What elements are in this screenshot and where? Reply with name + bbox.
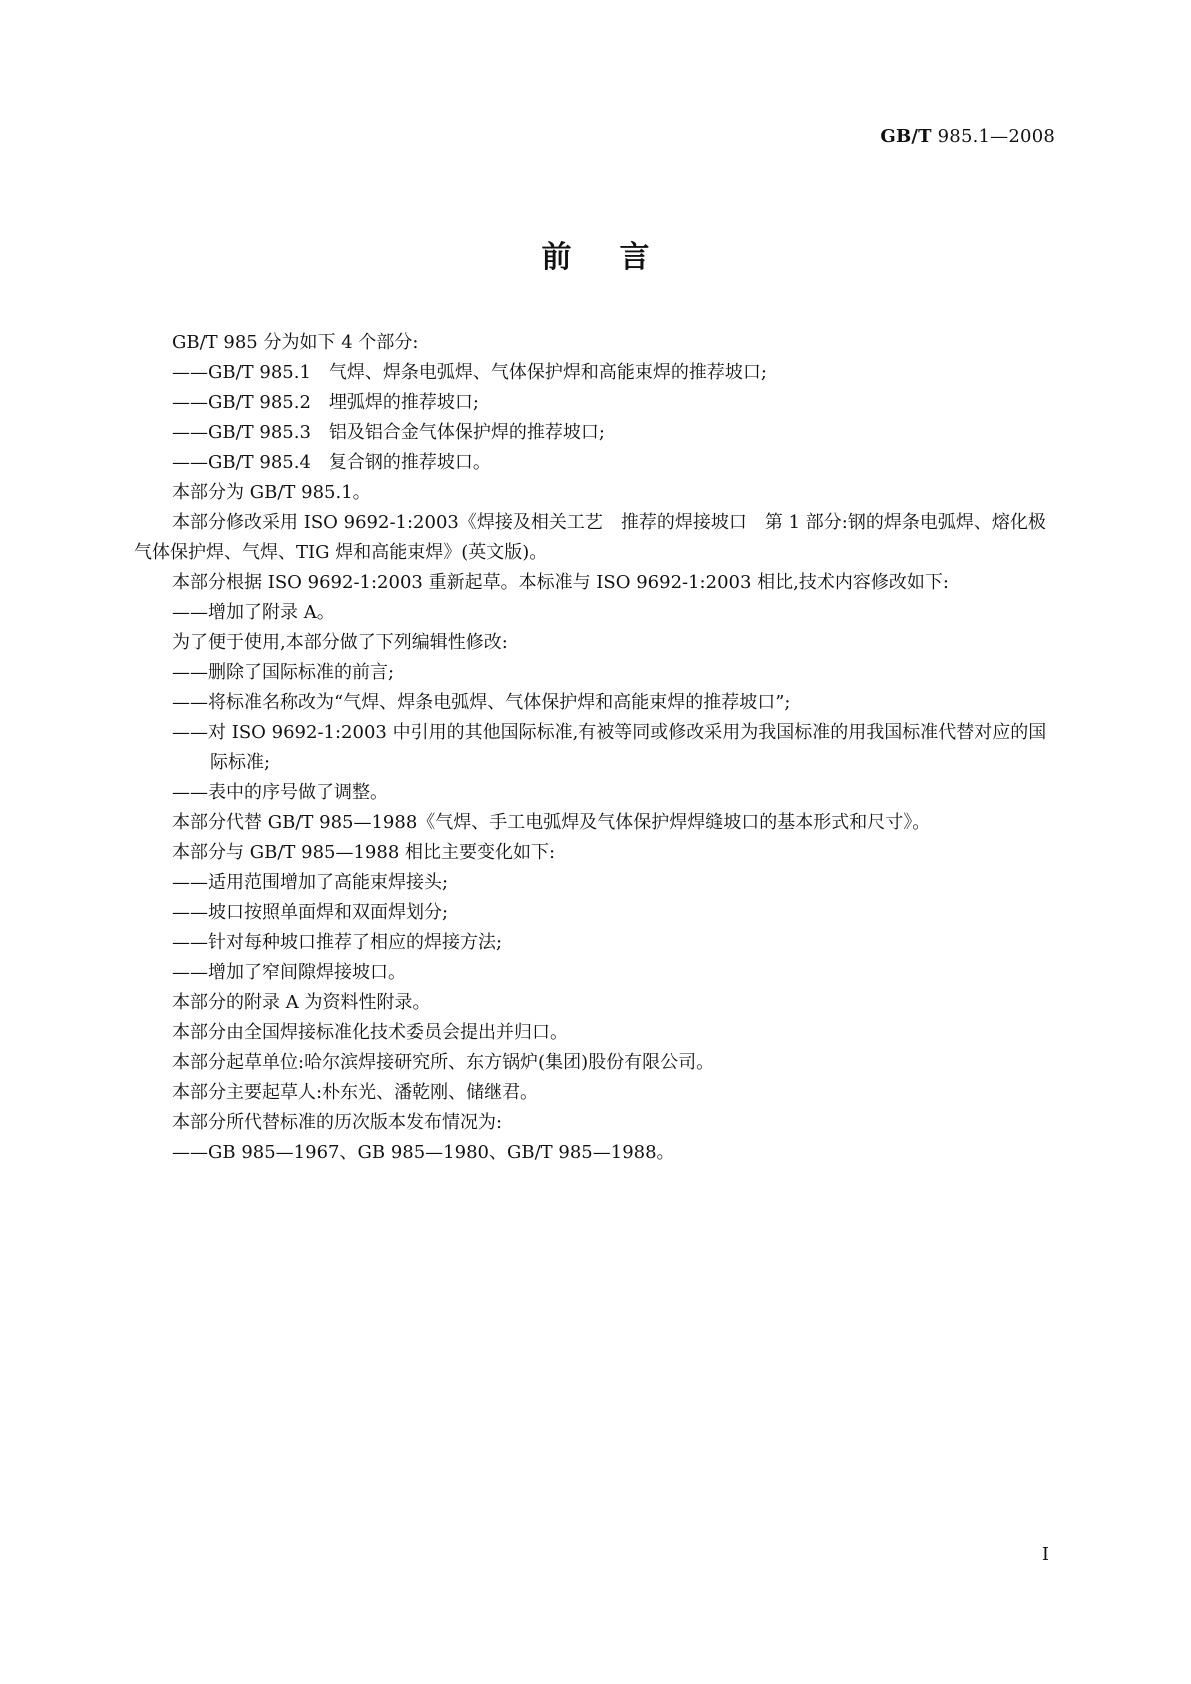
paragraph-drafters: 本部分主要起草人:朴东光、潘乾刚、储继君。 (172, 1082, 539, 1103)
list-item-narrow-gap: ——增加了窄间隙焊接坡口。 (172, 962, 406, 983)
page-number: I (1041, 1544, 1049, 1565)
list-item-previous-editions: ——GB 985—1967、GB 985—1980、GB/T 985—1988。 (172, 1142, 675, 1163)
paragraph-annex-note: 本部分的附录 A 为资料性附录。 (172, 992, 431, 1013)
paragraph-this-part: 本部分为 GB/T 985.1。 (172, 482, 371, 503)
standard-code-number: 985.1—2008 (931, 126, 1055, 147)
list-item-foreword-deleted: ——删除了国际标准的前言; (172, 662, 395, 683)
foreword-body (134, 328, 1056, 1168)
list-item-part-4: ——GB/T 985.4 复合钢的推荐坡口。 (172, 452, 491, 473)
paragraph-supersedes: 本部分代替 GB/T 985—1988《气焊、手工电弧焊及气体保护焊焊缝坡口的基本形式和尺寸》。 (172, 812, 931, 833)
page-title: 前言 (541, 240, 698, 275)
list-item-part-3: ——GB/T 985.3 铝及铝合金气体保护焊的推荐坡口; (172, 422, 605, 443)
paragraph-adoption: 本部分修改采用 ISO 9692-1:2003《焊接及相关工艺 推荐的焊接坡口 第 1 部分:钢的焊条电弧焊、熔化极气体保护焊、气焊、TIG 焊和高能束焊》(英文版)。 (134, 512, 1046, 563)
list-item-groove-division: ——坡口按照单面焊和双面焊划分; (172, 902, 449, 923)
list-item-title-renamed: ——将标准名称改为“气焊、焊条电弧焊、气体保护焊和高能束焊的推荐坡口”; (172, 692, 791, 713)
list-item-part-1: ——GB/T 985.1 气焊、焊条电弧焊、气体保护焊和高能束焊的推荐坡口; (172, 362, 767, 383)
list-item-scope-change: ——适用范围增加了高能束焊接头; (172, 872, 449, 893)
list-item-part-2: ——GB/T 985.2 埋弧焊的推荐坡口; (172, 392, 479, 413)
paragraph-parts-intro: GB/T 985 分为如下 4 个部分: (172, 332, 419, 353)
list-item-annex-added: ——增加了附录 A。 (172, 602, 335, 623)
paragraph-editorial-changes: 为了便于使用,本部分做了下列编辑性修改: (172, 632, 508, 653)
paragraph-proposed-by: 本部分由全国焊接标准化技术委员会提出并归口。 (172, 1022, 568, 1043)
paragraph-drafting-units: 本部分起草单位:哈尔滨焊接研究所、东方锅炉(集团)股份有限公司。 (172, 1052, 715, 1073)
list-item-table-numbering: ——表中的序号做了调整。 (172, 782, 388, 803)
paragraph-redrafting: 本部分根据 ISO 9692-1:2003 重新起草。本标准与 ISO 9692-1:2003 相比,技术内容修改如下: (172, 572, 949, 593)
list-item-references-replaced: ——对 ISO 9692-1:2003 中引用的其他国际标准,有被等同或修改采用为我国标准的用我国标准代替对应的国际标准; (172, 722, 1047, 773)
paragraph-history: 本部分所代替标准的历次版本发布情况为: (172, 1112, 503, 1133)
standard-code-prefix: GB/T (880, 126, 932, 147)
paragraph-main-changes: 本部分与 GB/T 985—1988 相比主要变化如下: (172, 842, 556, 863)
list-item-welding-methods: ——针对每种坡口推荐了相应的焊接方法; (172, 932, 503, 953)
standard-code (880, 126, 1055, 147)
